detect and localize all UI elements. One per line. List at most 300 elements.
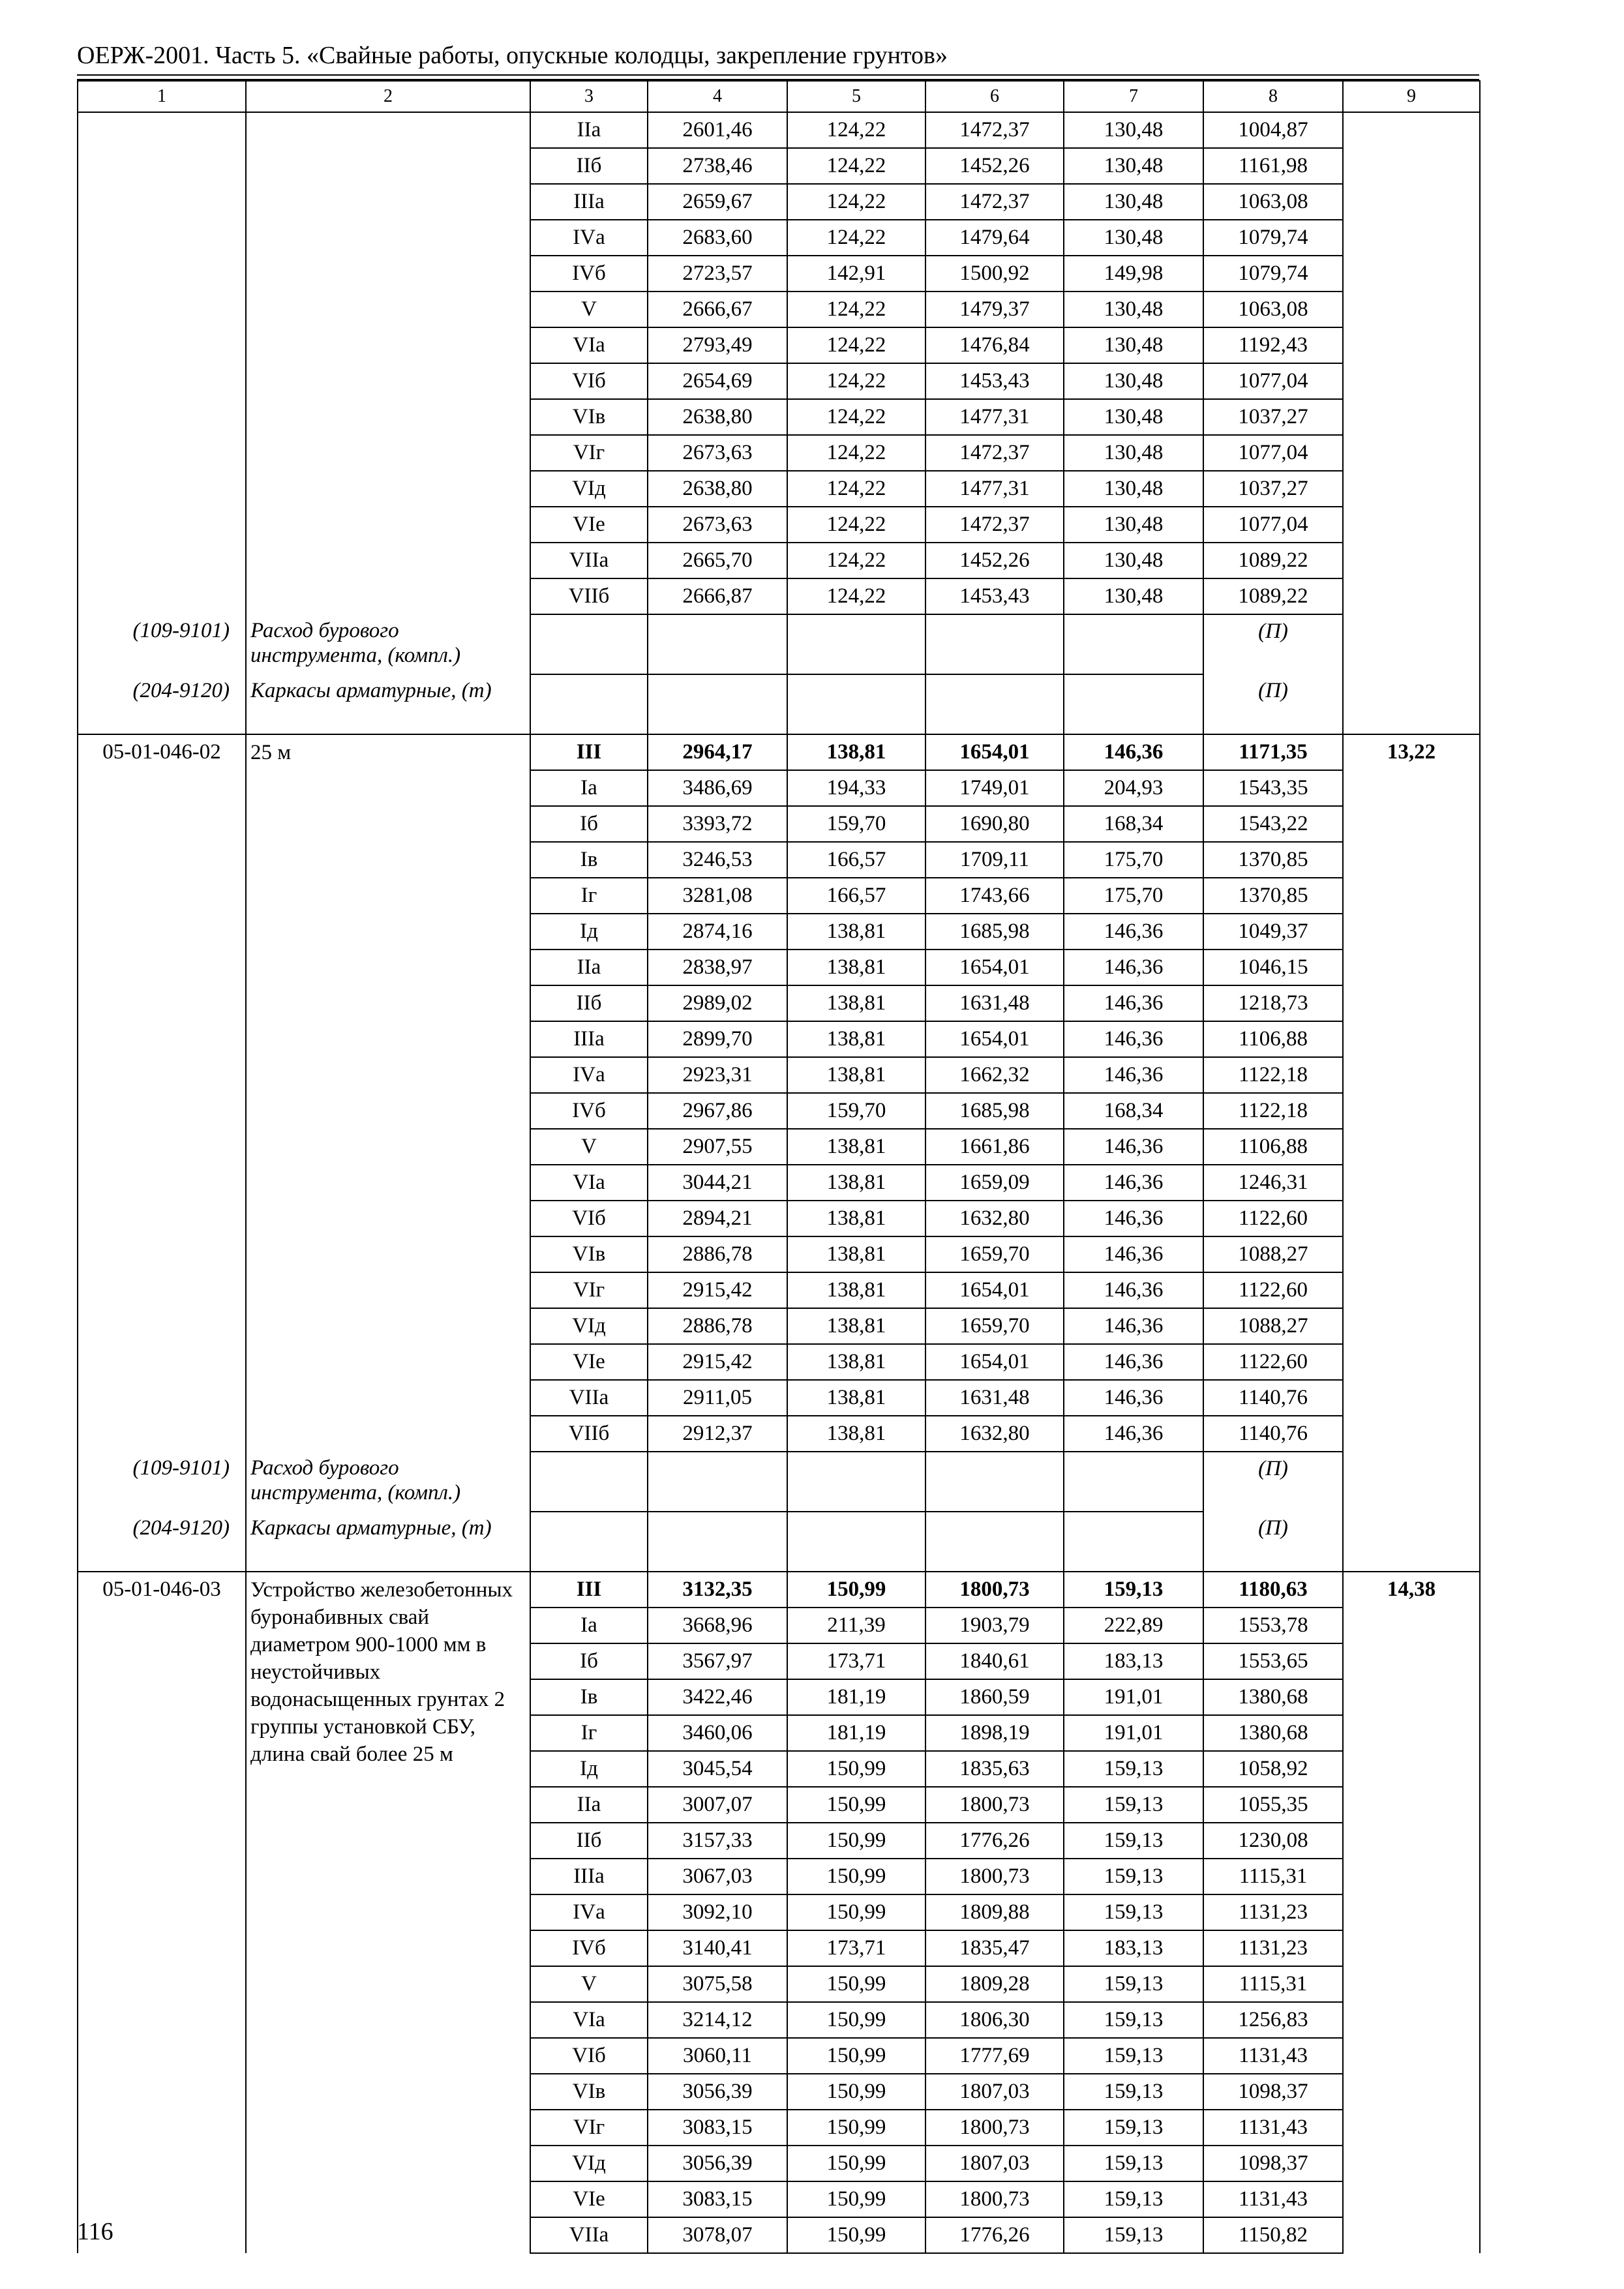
value-cell: 2666,67 <box>648 292 787 327</box>
value-cell: 159,13 <box>1064 2038 1203 2074</box>
zone-cell: V <box>530 1966 648 2002</box>
value-cell: 1180,63 <box>1203 1572 1343 1608</box>
zone-cell: Iг <box>530 878 648 914</box>
value-cell: 159,13 <box>1064 2110 1203 2146</box>
value-cell: 124,22 <box>787 399 925 435</box>
value-cell: 1122,18 <box>1203 1057 1343 1093</box>
value-cell: 130,48 <box>1064 148 1203 184</box>
value-cell: 1472,37 <box>925 435 1064 471</box>
value-cell: 146,36 <box>1064 1201 1203 1236</box>
empty-cell <box>648 1512 787 1572</box>
value-cell: 3668,96 <box>648 1608 787 1643</box>
value-cell: 1088,27 <box>1203 1236 1343 1272</box>
value-cell: 150,99 <box>787 1751 925 1787</box>
zone-cell: IIа <box>530 112 648 148</box>
zone-cell: IIа <box>530 1787 648 1823</box>
empty-cell <box>530 1452 648 1512</box>
value-cell: 150,99 <box>787 2038 925 2074</box>
value-cell: 138,81 <box>787 1380 925 1416</box>
zone-cell: VIв <box>530 1236 648 1272</box>
value-cell: 2666,87 <box>648 578 787 614</box>
norm-code: 05-01-046-03 <box>78 1572 246 2253</box>
value-cell: 1479,64 <box>925 220 1064 256</box>
value-cell: 1659,70 <box>925 1236 1064 1272</box>
value-cell: 1131,23 <box>1203 1894 1343 1930</box>
column-number: 5 <box>787 81 925 112</box>
value-cell: 146,36 <box>1064 914 1203 950</box>
value-cell: 2923,31 <box>648 1057 787 1093</box>
value-cell: 2915,42 <box>648 1344 787 1380</box>
empty-cell <box>648 1452 787 1512</box>
value-cell: 138,81 <box>787 1165 925 1201</box>
value-cell: 3056,39 <box>648 2074 787 2110</box>
value-cell: 146,36 <box>1064 1272 1203 1308</box>
zone-cell: VIб <box>530 363 648 399</box>
zone-cell: VIIа <box>530 543 648 578</box>
value-cell: 1543,35 <box>1203 770 1343 806</box>
value-cell: 149,98 <box>1064 256 1203 292</box>
value-cell: 1661,86 <box>925 1129 1064 1165</box>
value-cell: 1089,22 <box>1203 543 1343 578</box>
resource-name: Каркасы арматурные, (т) <box>246 674 530 734</box>
zone-cell: VIIа <box>530 2217 648 2253</box>
value-cell: 1049,37 <box>1203 914 1343 950</box>
value-cell: 1077,04 <box>1203 507 1343 543</box>
value-cell: 1122,60 <box>1203 1201 1343 1236</box>
value-cell: 1654,01 <box>925 1344 1064 1380</box>
value-cell: 1150,82 <box>1203 2217 1343 2253</box>
value-cell: 1472,37 <box>925 507 1064 543</box>
value-cell: 1058,92 <box>1203 1751 1343 1787</box>
value-cell: 1662,32 <box>925 1057 1064 1093</box>
zone-cell: Iв <box>530 1679 648 1715</box>
value-cell: 1659,70 <box>925 1308 1064 1344</box>
value-cell: 146,36 <box>1064 1416 1203 1452</box>
value-cell: 130,48 <box>1064 507 1203 543</box>
value-cell: 130,48 <box>1064 112 1203 148</box>
value-cell: 138,81 <box>787 1272 925 1308</box>
value-cell: 3140,41 <box>648 1930 787 1966</box>
document-title: ОЕРЖ-2001. Часть 5. «Свайные работы, опускные колодцы, закрепление грунтов» <box>77 42 948 69</box>
value-cell: 159,70 <box>787 806 925 842</box>
value-cell: 3422,46 <box>648 1679 787 1715</box>
value-cell: 130,48 <box>1064 220 1203 256</box>
resource-row <box>78 1452 1480 1512</box>
value-cell: 2838,97 <box>648 950 787 985</box>
zone-cell: VIб <box>530 1201 648 1236</box>
zone-cell: VIд <box>530 1308 648 1344</box>
column-number: 9 <box>1343 81 1480 112</box>
value-cell: 166,57 <box>787 842 925 878</box>
value-cell: 1077,04 <box>1203 435 1343 471</box>
value-cell: 138,81 <box>787 1201 925 1236</box>
zone-cell: VIг <box>530 435 648 471</box>
resource-name: Расход бурового инструмента, (компл.) <box>246 614 530 674</box>
value-cell: 124,22 <box>787 184 925 220</box>
value-cell: 2673,63 <box>648 435 787 471</box>
value-cell: 2723,57 <box>648 256 787 292</box>
zone-cell: III <box>530 734 648 770</box>
value-cell: 191,01 <box>1064 1679 1203 1715</box>
zone-cell: IIб <box>530 148 648 184</box>
value-cell: 1477,31 <box>925 471 1064 507</box>
value-cell: 150,99 <box>787 2181 925 2217</box>
zone-cell: Iв <box>530 842 648 878</box>
resource-code: (204-9120) <box>78 674 246 734</box>
value-cell: 3157,33 <box>648 1823 787 1859</box>
value-cell: 2886,78 <box>648 1308 787 1344</box>
value-cell: 124,22 <box>787 220 925 256</box>
value-cell: 1835,63 <box>925 1751 1064 1787</box>
value-cell: 146,36 <box>1064 1380 1203 1416</box>
value-cell: 159,13 <box>1064 1751 1203 1787</box>
value-cell: 1079,74 <box>1203 220 1343 256</box>
column-number: 3 <box>530 81 648 112</box>
value-cell: 1140,76 <box>1203 1380 1343 1416</box>
empty-cell <box>787 1512 925 1572</box>
value-cell: 146,36 <box>1064 1236 1203 1272</box>
value-cell: 159,13 <box>1064 1966 1203 2002</box>
resource-row <box>78 674 1480 734</box>
value-cell: 181,19 <box>787 1715 925 1751</box>
value-cell: 1380,68 <box>1203 1679 1343 1715</box>
value-cell: 1685,98 <box>925 1093 1064 1129</box>
value-cell: 1477,31 <box>925 399 1064 435</box>
value-cell: 150,99 <box>787 1787 925 1823</box>
value-cell: 2967,86 <box>648 1093 787 1129</box>
zone-cell: IIIа <box>530 184 648 220</box>
empty-cell <box>1064 674 1203 734</box>
value-cell: 1089,22 <box>1203 578 1343 614</box>
value-cell: 1192,43 <box>1203 327 1343 363</box>
value-cell: 1479,37 <box>925 292 1064 327</box>
value-cell: 130,48 <box>1064 435 1203 471</box>
result-cell <box>1343 112 1480 734</box>
zone-cell: VIа <box>530 1165 648 1201</box>
value-cell: 2638,80 <box>648 471 787 507</box>
value-cell: 1553,65 <box>1203 1643 1343 1679</box>
value-cell: 1453,43 <box>925 363 1064 399</box>
empty-cell <box>787 674 925 734</box>
value-cell: 138,81 <box>787 1129 925 1165</box>
value-cell: 211,39 <box>787 1608 925 1643</box>
value-cell: 1776,26 <box>925 2217 1064 2253</box>
value-cell: 138,81 <box>787 1344 925 1380</box>
table-row <box>78 112 1480 148</box>
value-cell: 150,99 <box>787 1572 925 1608</box>
value-cell: 1131,23 <box>1203 1930 1343 1966</box>
value-cell: 1246,31 <box>1203 1165 1343 1201</box>
value-cell: 1037,27 <box>1203 399 1343 435</box>
value-cell: 159,13 <box>1064 2002 1203 2038</box>
zone-cell: VIг <box>530 2110 648 2146</box>
value-cell: 138,81 <box>787 1308 925 1344</box>
value-cell: 175,70 <box>1064 878 1203 914</box>
value-cell: 3083,15 <box>648 2181 787 2217</box>
value-cell: 3078,07 <box>648 2217 787 2253</box>
value-cell: 1632,80 <box>925 1416 1064 1452</box>
value-cell: 1115,31 <box>1203 1859 1343 1894</box>
resource-mark: (П) <box>1203 1512 1343 1572</box>
column-numbers-row <box>78 81 1480 112</box>
resource-mark: (П) <box>1203 1452 1343 1512</box>
header-rule <box>77 74 1479 76</box>
value-cell: 159,13 <box>1064 1894 1203 1930</box>
value-cell: 183,13 <box>1064 1930 1203 1966</box>
value-cell: 2911,05 <box>648 1380 787 1416</box>
value-cell: 3486,69 <box>648 770 787 806</box>
value-cell: 3132,35 <box>648 1572 787 1608</box>
value-cell: 3092,10 <box>648 1894 787 1930</box>
resource-row <box>78 614 1480 674</box>
value-cell: 159,13 <box>1064 2181 1203 2217</box>
value-cell: 1835,47 <box>925 1930 1064 1966</box>
value-cell: 1709,11 <box>925 842 1064 878</box>
value-cell: 3214,12 <box>648 2002 787 2038</box>
value-cell: 146,36 <box>1064 1344 1203 1380</box>
norm-name <box>246 112 530 614</box>
value-cell: 159,13 <box>1064 2217 1203 2253</box>
value-cell: 1452,26 <box>925 148 1064 184</box>
value-cell: 146,36 <box>1064 1057 1203 1093</box>
zone-cell: VIа <box>530 2002 648 2038</box>
zone-cell: VIв <box>530 399 648 435</box>
value-cell: 130,48 <box>1064 578 1203 614</box>
value-cell: 1809,88 <box>925 1894 1064 1930</box>
value-cell: 124,22 <box>787 435 925 471</box>
value-cell: 1800,73 <box>925 1859 1064 1894</box>
value-cell: 1809,28 <box>925 1966 1064 2002</box>
value-cell: 1370,85 <box>1203 842 1343 878</box>
value-cell: 2665,70 <box>648 543 787 578</box>
zone-cell: IIа <box>530 950 648 985</box>
value-cell: 2899,70 <box>648 1021 787 1057</box>
value-cell: 2683,60 <box>648 220 787 256</box>
norm-name: Устройство железобетонных буронабивных свай диаметром 900-1000 мм в неустойчивых водонасыщенных грунтах 2 группы установкой СБУ, длина свай более 25 м <box>246 1572 530 2253</box>
empty-cell <box>925 1452 1064 1512</box>
value-cell: 124,22 <box>787 471 925 507</box>
value-cell: 1106,88 <box>1203 1129 1343 1165</box>
resource-name: Расход бурового инструмента, (компл.) <box>246 1452 530 1512</box>
value-cell: 1631,48 <box>925 1380 1064 1416</box>
value-cell: 150,99 <box>787 1823 925 1859</box>
resource-code: (109-9101) <box>78 614 246 674</box>
column-number: 8 <box>1203 81 1343 112</box>
value-cell: 1037,27 <box>1203 471 1343 507</box>
table-row <box>78 1572 1480 1608</box>
value-cell: 1807,03 <box>925 2146 1064 2181</box>
zone-cell: IIIа <box>530 1021 648 1057</box>
value-cell: 1654,01 <box>925 950 1064 985</box>
result-cell: 14,38 <box>1343 1572 1480 2253</box>
value-cell: 2673,63 <box>648 507 787 543</box>
value-cell: 142,91 <box>787 256 925 292</box>
value-cell: 3044,21 <box>648 1165 787 1201</box>
value-cell: 146,36 <box>1064 1165 1203 1201</box>
value-cell: 124,22 <box>787 363 925 399</box>
empty-cell <box>1064 1512 1203 1572</box>
value-cell: 3007,07 <box>648 1787 787 1823</box>
value-cell: 130,48 <box>1064 363 1203 399</box>
value-cell: 175,70 <box>1064 842 1203 878</box>
zone-cell: Iб <box>530 1643 648 1679</box>
column-number: 4 <box>648 81 787 112</box>
empty-cell <box>925 674 1064 734</box>
value-cell: 1452,26 <box>925 543 1064 578</box>
zone-cell: VIд <box>530 471 648 507</box>
value-cell: 1472,37 <box>925 184 1064 220</box>
value-cell: 3281,08 <box>648 878 787 914</box>
value-cell: 1098,37 <box>1203 2146 1343 2181</box>
value-cell: 3060,11 <box>648 2038 787 2074</box>
value-cell: 3045,54 <box>648 1751 787 1787</box>
value-cell: 159,13 <box>1064 2146 1203 2181</box>
value-cell: 2886,78 <box>648 1236 787 1272</box>
empty-cell <box>787 614 925 674</box>
value-cell: 138,81 <box>787 1021 925 1057</box>
value-cell: 2654,69 <box>648 363 787 399</box>
value-cell: 1380,68 <box>1203 1715 1343 1751</box>
value-cell: 150,99 <box>787 2002 925 2038</box>
value-cell: 1472,37 <box>925 112 1064 148</box>
value-cell: 146,36 <box>1064 1308 1203 1344</box>
value-cell: 146,36 <box>1064 985 1203 1021</box>
value-cell: 1140,76 <box>1203 1416 1343 1452</box>
value-cell: 138,81 <box>787 734 925 770</box>
value-cell: 3083,15 <box>648 2110 787 2146</box>
value-cell: 1898,19 <box>925 1715 1064 1751</box>
value-cell: 2964,17 <box>648 734 787 770</box>
zone-cell: VIб <box>530 2038 648 2074</box>
value-cell: 150,99 <box>787 2217 925 2253</box>
zone-cell: VIа <box>530 327 648 363</box>
value-cell: 222,89 <box>1064 1608 1203 1643</box>
value-cell: 1806,30 <box>925 2002 1064 2038</box>
zone-cell: VIе <box>530 1344 648 1380</box>
empty-cell <box>925 614 1064 674</box>
value-cell: 1230,08 <box>1203 1823 1343 1859</box>
value-cell: 1122,60 <box>1203 1272 1343 1308</box>
column-number: 2 <box>246 81 530 112</box>
value-cell: 2793,49 <box>648 327 787 363</box>
value-cell: 1161,98 <box>1203 148 1343 184</box>
value-cell: 150,99 <box>787 1966 925 2002</box>
zone-cell: IVа <box>530 1057 648 1093</box>
value-cell: 1063,08 <box>1203 292 1343 327</box>
value-cell: 1631,48 <box>925 985 1064 1021</box>
value-cell: 1077,04 <box>1203 363 1343 399</box>
value-cell: 150,99 <box>787 2146 925 2181</box>
zone-cell: VIе <box>530 2181 648 2217</box>
value-cell: 150,99 <box>787 2110 925 2146</box>
value-cell: 1088,27 <box>1203 1308 1343 1344</box>
value-cell: 3567,97 <box>648 1643 787 1679</box>
value-cell: 1543,22 <box>1203 806 1343 842</box>
zone-cell: IVб <box>530 1093 648 1129</box>
zone-cell: VIIб <box>530 1416 648 1452</box>
value-cell: 2659,67 <box>648 184 787 220</box>
value-cell: 138,81 <box>787 985 925 1021</box>
value-cell: 1654,01 <box>925 1272 1064 1308</box>
value-cell: 3246,53 <box>648 842 787 878</box>
value-cell: 130,48 <box>1064 471 1203 507</box>
value-cell: 2601,46 <box>648 112 787 148</box>
page-header <box>77 40 1479 80</box>
value-cell: 159,13 <box>1064 1823 1203 1859</box>
value-cell: 2894,21 <box>648 1201 787 1236</box>
value-cell: 1840,61 <box>925 1643 1064 1679</box>
value-cell: 2874,16 <box>648 914 787 950</box>
value-cell: 1654,01 <box>925 734 1064 770</box>
value-cell: 3056,39 <box>648 2146 787 2181</box>
column-number: 1 <box>78 81 246 112</box>
value-cell: 146,36 <box>1064 734 1203 770</box>
zone-cell: IIб <box>530 985 648 1021</box>
value-cell: 138,81 <box>787 1416 925 1452</box>
result-cell: 13,22 <box>1343 734 1480 1572</box>
value-cell: 1046,15 <box>1203 950 1343 985</box>
zone-cell: Iа <box>530 770 648 806</box>
value-cell: 124,22 <box>787 327 925 363</box>
value-cell: 130,48 <box>1064 399 1203 435</box>
value-cell: 1553,78 <box>1203 1608 1343 1643</box>
value-cell: 159,13 <box>1064 1572 1203 1608</box>
value-cell: 1654,01 <box>925 1021 1064 1057</box>
zone-cell: VIIа <box>530 1380 648 1416</box>
value-cell: 1131,43 <box>1203 2181 1343 2217</box>
zone-cell: IVб <box>530 256 648 292</box>
zone-cell: V <box>530 1129 648 1165</box>
norm-code <box>78 112 246 614</box>
value-cell: 1122,18 <box>1203 1093 1343 1129</box>
value-cell: 1800,73 <box>925 1572 1064 1608</box>
norm-code: 05-01-046-02 <box>78 734 246 1452</box>
value-cell: 1370,85 <box>1203 878 1343 914</box>
empty-cell <box>648 674 787 734</box>
value-cell: 1131,43 <box>1203 2038 1343 2074</box>
resource-mark: (П) <box>1203 674 1343 734</box>
value-cell: 2738,46 <box>648 148 787 184</box>
value-cell: 2912,37 <box>648 1416 787 1452</box>
empty-cell <box>648 614 787 674</box>
value-cell: 138,81 <box>787 950 925 985</box>
value-cell: 130,48 <box>1064 543 1203 578</box>
value-cell: 1122,60 <box>1203 1344 1343 1380</box>
value-cell: 3075,58 <box>648 1966 787 2002</box>
value-cell: 1500,92 <box>925 256 1064 292</box>
value-cell: 150,99 <box>787 2074 925 2110</box>
zone-cell: Iб <box>530 806 648 842</box>
zone-cell: IVа <box>530 1894 648 1930</box>
empty-cell <box>1064 1452 1203 1512</box>
value-cell: 1777,69 <box>925 2038 1064 2074</box>
value-cell: 173,71 <box>787 1930 925 1966</box>
value-cell: 130,48 <box>1064 292 1203 327</box>
table-row <box>78 734 1480 770</box>
value-cell: 138,81 <box>787 1057 925 1093</box>
value-cell: 1800,73 <box>925 2110 1064 2146</box>
value-cell: 3067,03 <box>648 1859 787 1894</box>
value-cell: 1749,01 <box>925 770 1064 806</box>
value-cell: 1079,74 <box>1203 256 1343 292</box>
value-cell: 183,13 <box>1064 1643 1203 1679</box>
value-cell: 159,13 <box>1064 1859 1203 1894</box>
value-cell: 138,81 <box>787 914 925 950</box>
value-cell: 124,22 <box>787 578 925 614</box>
value-cell: 146,36 <box>1064 1021 1203 1057</box>
resource-row <box>78 1512 1480 1572</box>
value-cell: 1476,84 <box>925 327 1064 363</box>
